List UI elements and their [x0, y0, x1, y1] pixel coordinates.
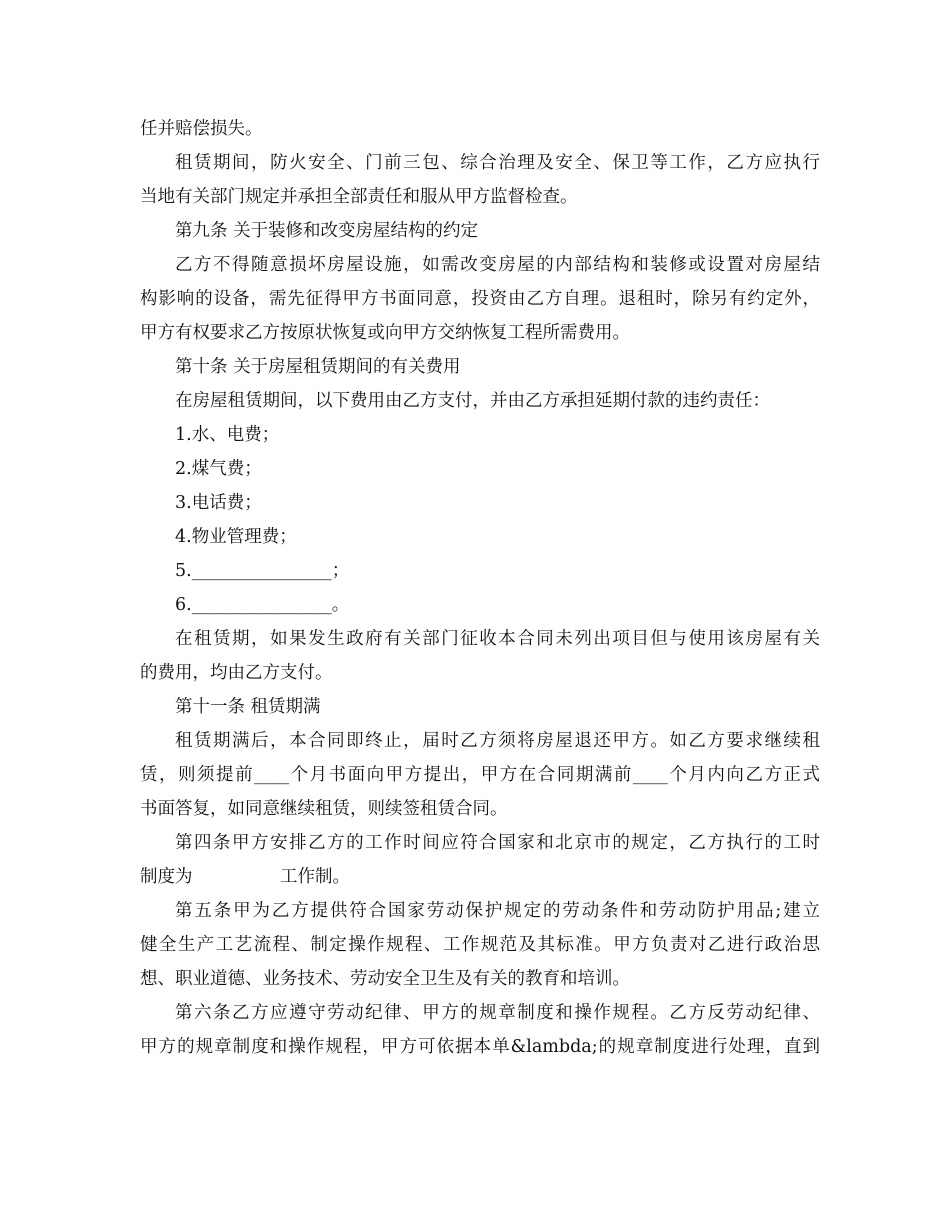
text-line: 甲方有权要求乙方按原状恢复或向甲方交纳恢复工程所需费用。: [140, 323, 630, 343]
text-line: 在房屋租赁期间，以下费用由乙方支付，并由乙方承担延期付款的违约责任：: [175, 391, 770, 411]
text-line: 租赁期间，防火安全、门前三包、综合治理及安全、保卫等工作，乙方应执行: [175, 153, 820, 173]
text-line: 赁，则须提前____个月书面向甲方提出，甲方在合同期满前____个月内向乙方正式: [140, 765, 820, 785]
text-line: 书面答复，如同意继续租赁，则续签租赁合同。: [140, 799, 508, 819]
text-line: 6.________________。: [175, 595, 350, 615]
text-line: 乙方不得随意损坏房屋设施，如需改变房屋的内部结构和装修或设置对房屋结: [175, 255, 820, 275]
text-line: 2.煤气费；: [175, 459, 262, 479]
text-line: 健全生产工艺流程、制定操作规程、工作规范及其标准。甲方负责对乙进行政治思: [140, 935, 820, 955]
text-line: 甲方的规章制度和操作规程，甲方可依据本单&lambda;的规章制度进行处理，直到: [140, 1037, 820, 1057]
text-line: 当地有关部门规定并承担全部责任和服从甲方监督检查。: [140, 187, 578, 207]
text-line: 任并赔偿损失。: [140, 119, 263, 139]
text-line: 第十一条 租赁期满: [175, 697, 321, 717]
document-body: [140, 112, 820, 1064]
text-line: 第五条甲为乙方提供符合国家劳动保护规定的劳动条件和劳动防护用品;建立: [175, 901, 820, 921]
text-line: 3.电话费；: [175, 493, 262, 513]
text-line: 第十条 关于房屋租赁期间的有关费用: [175, 357, 461, 377]
text-line: 4.物业管理费；: [175, 527, 297, 547]
text-line: 1.水、电费；: [175, 425, 280, 445]
text-line: 第四条甲方安排乙方的工作时间应符合国家和北京市的规定，乙方执行的工时: [175, 833, 820, 853]
text-line: 租赁期满后，本合同即终止，届时乙方须将房屋退还甲方。如乙方要求继续租: [175, 731, 820, 751]
text-line: 第六条乙方应遵守劳动纪律、甲方的规章制度和操作规程。乙方反劳动纪律、: [175, 1003, 820, 1023]
text-line: 在租赁期，如果发生政府有关部门征收本合同未列出项目但与使用该房屋有关: [175, 629, 820, 649]
text-line: 想、职业道德、业务技术、劳动安全卫生及有关的教育和培训。: [140, 969, 630, 989]
text-line: 制度为 工作制。: [140, 867, 350, 887]
text-line: 构影响的设备，需先征得甲方书面同意，投资由乙方自理。退租时，除另有约定外，: [140, 289, 820, 309]
text-line: 5.________________；: [175, 561, 350, 581]
text-line: 的费用，均由乙方支付。: [140, 663, 333, 683]
text-line: 第九条 关于装修和改变房屋结构的约定: [175, 221, 479, 241]
